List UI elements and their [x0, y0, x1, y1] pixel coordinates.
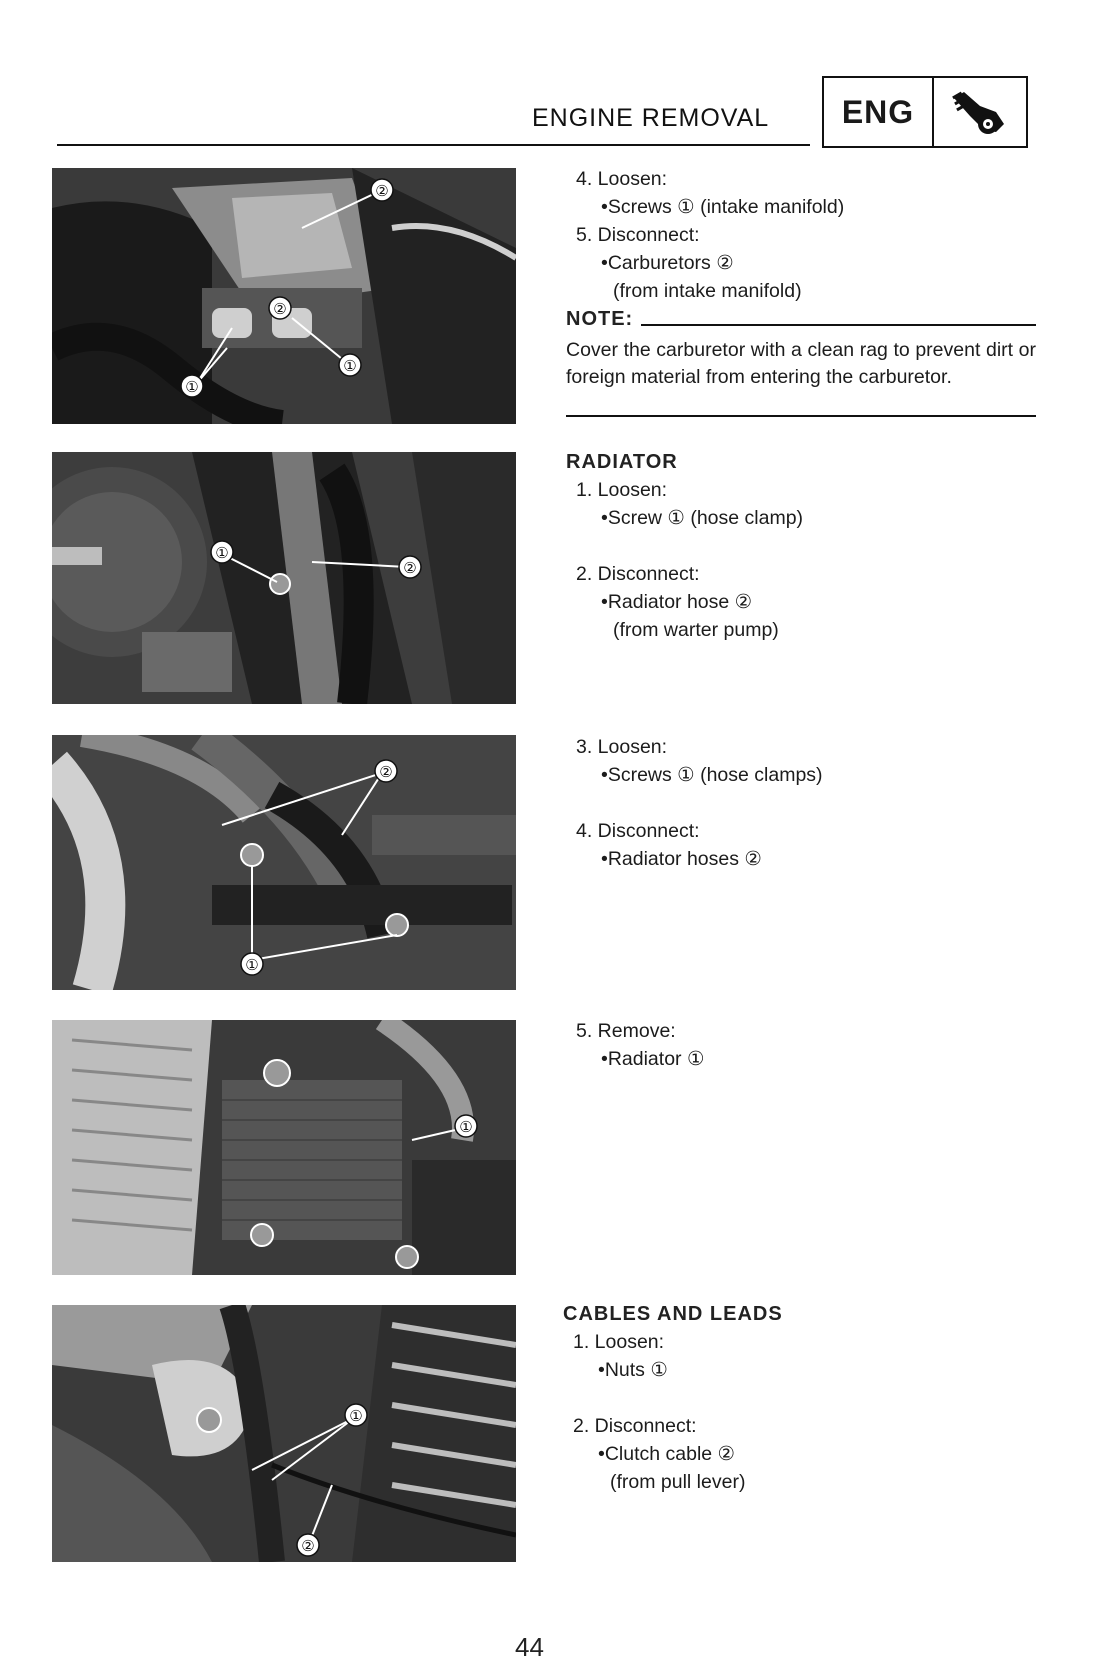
section-heading-cables: CABLES AND LEADS [563, 1303, 783, 1325]
callout-label: ② [403, 559, 417, 577]
step-disconnect: 5. Disconnect: [576, 224, 700, 246]
radiator-hoses-steps [566, 733, 1036, 873]
section-tab [822, 76, 1028, 148]
section-heading-radiator: RADIATOR [566, 451, 678, 473]
callout-label: ① [185, 378, 199, 396]
page-number: 44 [515, 1632, 544, 1662]
note-text: Cover the carburetor with a clean rag to prevent dirt or foreign material from entering the carburetor. [566, 339, 1036, 388]
step-item: •Radiator ① [601, 1048, 705, 1070]
step-item: •Screws ① (intake manifold) [601, 196, 845, 218]
photo-radiator-hose [52, 452, 516, 704]
callout-label: ① [245, 956, 259, 974]
note-header [566, 305, 1036, 333]
callout-label: ① [349, 1407, 363, 1425]
callout-label: ② [375, 182, 389, 200]
step-loosen: 4. Loosen: [576, 168, 668, 190]
photo-clutch-cable [52, 1305, 516, 1562]
step-item: •Carburetors ② [601, 252, 734, 274]
step-subtext: (from warter pump) [613, 619, 779, 641]
note-rule [641, 324, 1036, 326]
step-remove: 5. Remove: [576, 1020, 676, 1042]
note-end-rule [566, 415, 1036, 417]
step-loosen: 1. Loosen: [576, 479, 668, 501]
step-item: •Screws ① (hose clamps) [601, 764, 823, 786]
callout-label: ② [379, 763, 393, 781]
step-disconnect: 4. Disconnect: [576, 820, 700, 842]
step-subtext: (from pull lever) [610, 1471, 746, 1493]
step-loosen: 3. Loosen: [576, 736, 668, 758]
step-loosen: 1. Loosen: [573, 1331, 665, 1353]
step-item: •Radiator hose ② [601, 591, 753, 613]
photo-radiator-hoses [52, 735, 516, 990]
photo-intake-manifold [52, 168, 516, 424]
step-item: •Screw ① (hose clamp) [601, 507, 804, 529]
step-disconnect: 2. Disconnect: [573, 1415, 697, 1437]
header-rule [57, 144, 810, 146]
engine-icon [934, 78, 1026, 146]
callout-label: ① [459, 1118, 473, 1136]
step-item: •Nuts ① [598, 1359, 668, 1381]
radiator-steps [566, 448, 1036, 644]
remove-radiator-steps [566, 1017, 1036, 1073]
section-code: ENG [824, 78, 934, 146]
step-subtext: (from intake manifold) [613, 280, 802, 302]
step-item: •Radiator hoses ② [601, 848, 762, 870]
intake-manifold-steps [566, 165, 1036, 417]
step-disconnect: 2. Disconnect: [576, 563, 700, 585]
cables-leads-steps [563, 1300, 1033, 1496]
callout-label: ① [215, 544, 229, 562]
step-item: •Clutch cable ② [598, 1443, 736, 1465]
callout-label: ② [273, 300, 287, 318]
callout-label: ① [343, 357, 357, 375]
callout-label: ② [301, 1537, 315, 1555]
page-title: ENGINE REMOVAL [532, 104, 770, 132]
photo-radiator [52, 1020, 516, 1275]
note-label: NOTE: [566, 308, 634, 330]
